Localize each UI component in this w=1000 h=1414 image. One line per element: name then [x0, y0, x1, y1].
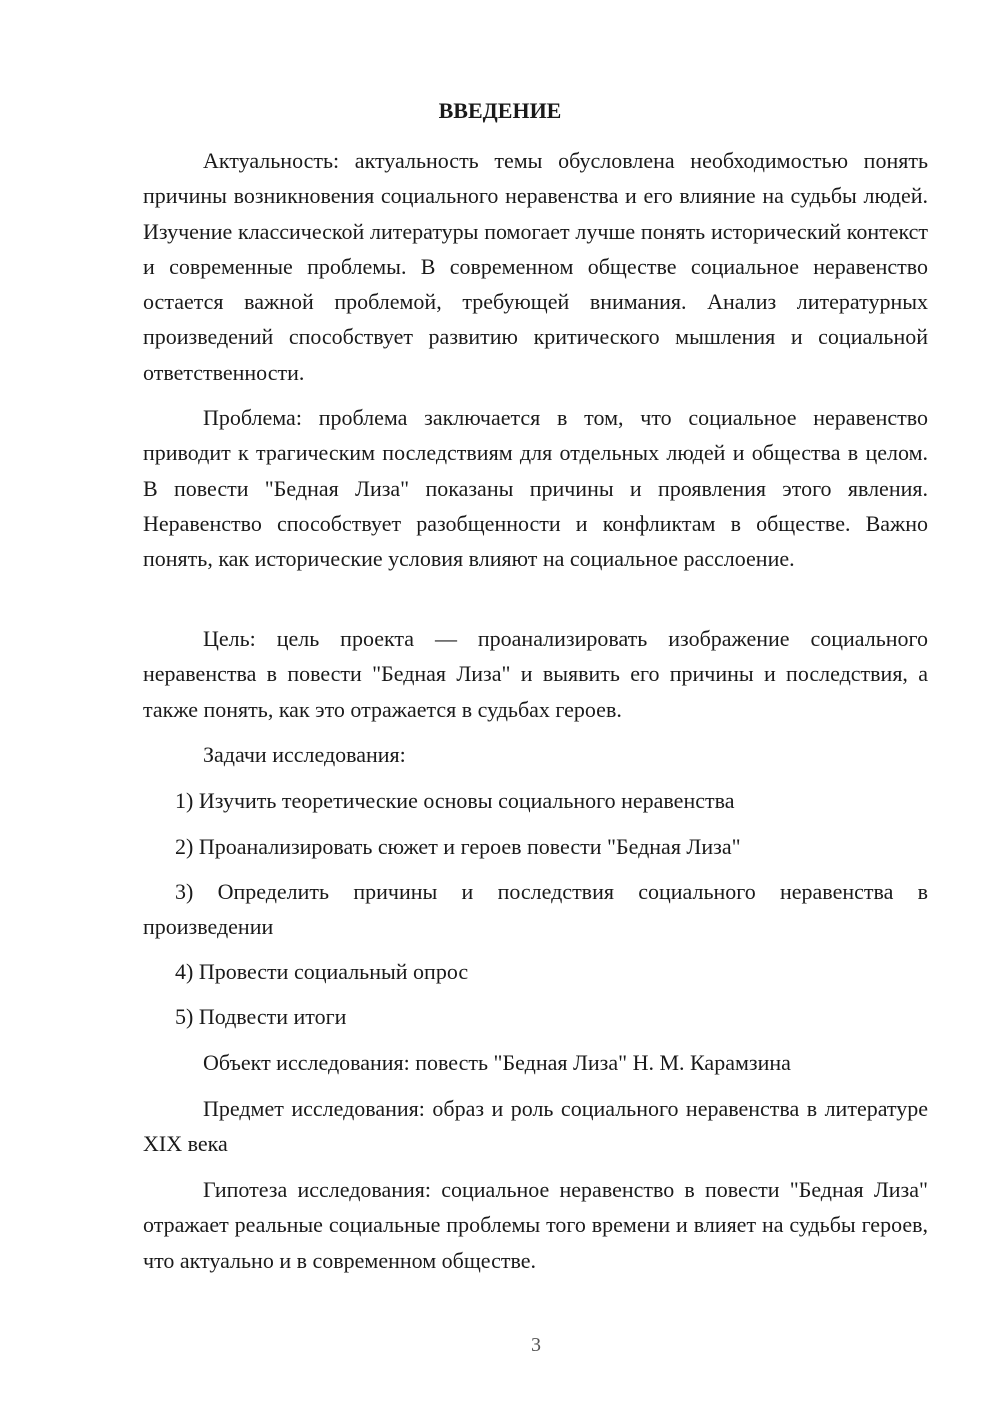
paragraph-object: Объект исследования: повесть "Бедная Лиза" Н. М. Карамзина	[203, 1050, 791, 1075]
task-item-1: 1) Изучить теоретические основы социального неравенства	[175, 788, 735, 813]
paragraph-problem: Проблема: проблема заключается в том, что социальное неравенство приводит к трагическим последствиям для отдельных людей и общества в целом. В повести "Бедная Лиза" показаны причины и проявления этого явления. Неравенство способствует разобщенности и конфликтам в обществе. Важно понять, как исторические условия влияют на социальное расслоение.	[143, 405, 928, 572]
task-item-4: 4) Провести социальный опрос	[175, 959, 469, 984]
paragraph-subject: Предмет исследования: образ и роль социального неравенства в литературе XIX века	[143, 1096, 928, 1157]
task-item-5: 5) Подвести итоги	[175, 1004, 347, 1029]
paragraph-hypothesis: Гипотеза исследования: социальное неравенство в повести "Бедная Лиза" отражает реальные социальные проблемы того времени и влияет на судьбы героев, что актуально и в современном обществе.	[143, 1177, 928, 1273]
paragraph-goal: Цель: цель проекта — проанализировать изображение социального неравенства в повести "Бедная Лиза" и выявить его причины и последствия, а также понять, как это отражается в судьбах героев.	[143, 626, 928, 722]
task-item-3: 3) Определить причины и последствия социального неравенства в произведении	[143, 879, 928, 940]
tasks-heading: Задачи исследования:	[203, 742, 406, 767]
page-number: 3	[531, 1334, 541, 1356]
task-item-2: 2) Проанализировать сюжет и героев повести "Бедная Лиза"	[175, 834, 741, 859]
paragraph-relevance: Актуальность: актуальность темы обусловлена необходимостью понять причины возникновения социального неравенства и его влияние на судьбы людей. Изучение классической литературы помогает лучше понять исторический контекст и современные проблемы. В современном обществе социальное неравенство остается важной проблемой, требующей внимания. Анализ литературных произведений способствует развитию критического мышления и социальной ответственности.	[143, 148, 928, 385]
page-title: ВВЕДЕНИЕ	[438, 98, 562, 123]
